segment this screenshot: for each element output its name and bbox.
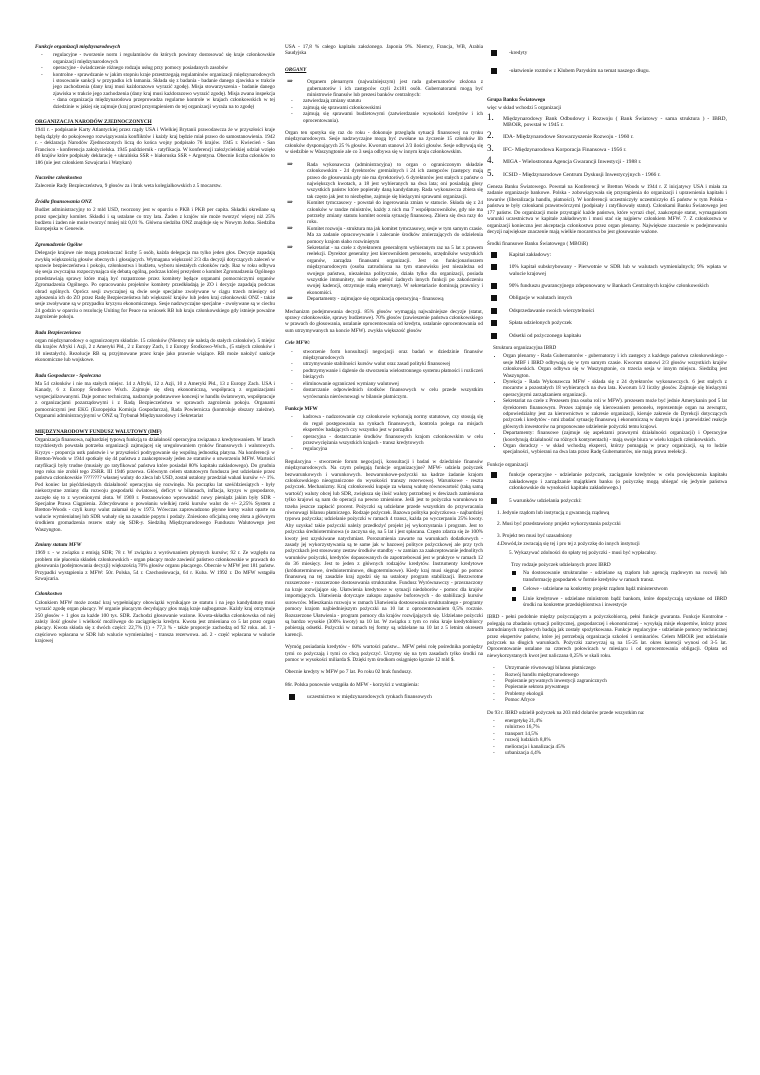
funkcje-mfw-list (285, 414, 483, 452)
list-item: ⇒ Komitet rozwoju - struktura ma jak komitet tymczasowy, sesje w tym samym czasie. Ma za zadanie opracowywanie i zalecanie środków zmierzających do odzielenia pomocy krajom słabo rozwiniętym (307, 226, 483, 245)
paragraph: Geneza Banku Światowego. Powstał na Konferencji w Bretton Woods w 1944 r. Z inicjatywy USA i miała za zadanie organizacje bankowe. Polska - zobowiązywała się przystąpienia do organizacji i uprawnienia kapitału i towarów (liberalizacja handlu, płatności). W konferencji uczestniczyły uczestniczyło 45 państw w tym Polska - państwa te były członkami prawotwórczymi (podpisały i ratyfikowały statut). Członkami Banku Światowego jest 177 państw. Do organizacji może przystąpić każde państwo, które wyrazi chęć, zaakceptuje statut, wymaganiom warunki uczestnictwa w kapitale zakładowym i musi stać się najpierw członkiem MFW. 7. Z członkostwa w organizacji konieczna jest akceptacja członkostwa przez organ plenarny. Największe znaczenie w podejmowaniu decyzji największe znaczenie mają wielkie mocarstwa bo jest głosowanie ważone. (487, 184, 727, 235)
paragraph: organ międzynarodowy o ograniczonym składzie. 15 członków (Niemcy nie należą do stałych członków). 5 miejsc dla krajów Afryki i Azji, 2 z Ameryki Płd., 2 z Europy Zach, 1 z Europy Środkowo-Wsch., (5 stałych członków i 10 niestałych). Rezolucje RB są przyjmowane przez kraje jako prawnie wiążące. RB może nałożyć sankcje ekonomiczne lub wojskowe. (35, 338, 275, 364)
list-item: Kapitał zakładowy: (509, 252, 727, 258)
warunki-list (487, 510, 727, 556)
paragraph: Organ ten spotyka się raz do roku - dokonuje przeglądu sytuacji finansowej na rynku międzynarodowym. Sesje nadzwyczajne mogą być zwołane na życzenie 15 członków lib członków dysponujących 25 % głosów. Kworum stanowi 2/3 ilości głosów. Sesje odbywają się w siedzibie w Waszyngtonie ale co 3 sesja odbywa się w innym kraju członkowskim. (285, 130, 483, 156)
list-item: Obligacje w walutach innych (509, 295, 727, 301)
list-item: - regulacyjna (303, 446, 483, 452)
heading-czlonkostwo: Członkostwo (35, 591, 63, 598)
paragraph: Środki finansowe Banku Światowego ( MBOiR) (487, 241, 589, 248)
list-item: - zatwierdzają zmiany statutu (303, 98, 483, 104)
list-item: - stworzenie form konsultacji negocjacji oraz badań w dziedzinie finansów międzynarodowych (303, 349, 483, 362)
section-zrodla (35, 199, 275, 233)
list-item: - operacyjne - świadczenie różnego rodzaju usług przy pomocy posiadanych zasobów (53, 65, 275, 71)
paragraph: Organizacja finansowa, najbardziej typową funkcją to działalność operacyjna związana z kredytowaniem. W latach trzydziestych powstała potrzeba organizacji zajmującej się uregulowaniem rynków finansowych i walutowych. Kryzys - proporcja ustk państwie i w przyszłości podrygowanie się wspólną jednostką platyna. Na konferencji w Bretton-Woods w 1944 spotkały się 44 państwa z zaakceptowały jeden ze statutów o utworzeniu MFW. Wartości ratyfikacji były trudne (musiały go ratyfikować państwa które posiadał 80% kapitału zakładowego). Do grudnia tego roku nie zrobił tego ZSRR. III 1946 przerwa. Głównym celem statutowym funduszu jest udzielanie przez państwa członkowskie ???????? własnej waluty do zleca lub USD, został ustalony przedział wahań kursów +/- 1%. Pod koniec lat pięćdziesiątych działalność operacyjna się rozwinęła. Na początku lat sześćdziesiątych - były niekorzystne zmiany dla rozwoju gospodarki światowej, deficyt w bilansach, inflacja, kryzys w gospodarce, zaczęło się to z wycenionymi złota. W 1969 r. Postanowiono wprowadzić nowy pieniądz jakim były SDR - Specjalne Prawa Ciągnienia. Zdecydowano o powołaniu wielkiej rzeki kursów walut do +/- 2,25% System z Bretton-Woods - czyli kursy walut załamał się w 1973. Wówczas zaprowadzono płynne kursy walut oparte na walucie wymienialnej lub SDR wahały się na zasadzie popytu i podaży. Zniesiono oficjalną cenę złota a głównym środkiem gromadzenia rezerw stały się SDR-y. Siedzibą Międzynarodowego Funduszu Walutowego jest Waszyngton. (35, 436, 275, 533)
heading-naczelne: Naczelne członkostwa (35, 174, 82, 181)
list-item: 2. IDA- Międzynarodowe Stowarzyszenie Rozwoju - 1960 r. (487, 130, 634, 141)
funkcje-list (35, 52, 275, 110)
paragraph: Ma 54 członków i nie ma stałych miejsc. 14 z Afryki, 12 z Azji, 10 z Ameryki Płd., 13 z Europy Zach. USA i Kanady, 6 z Europy Środkowo Wsch. Zajmuje się sferą ekonomiczną, współpracą z organizacjami wyspecjalizowanymi. Daje pomoc techniczną, nadzoruje podstawowe koncesji w handlu światowym, współpracuje z organizacjami pozarządowymi i z Radą Bezpieczeństwa w sprawach zagrożenia pokoju. Organami pomocniczymi jest EKG (Europejska Komisja Gospodarcza), Rada Powiernicza (kontroluje obszary zależne). Organami administracyjnymi w ONZ są Trybunał Międzynarodowy i Sekretariat (35, 381, 275, 420)
list-item: • Organ doradczy - w skład wchodzą eksperci, którzy pomagają w pracy organizacji, są to ludzie specjalności, wybierani na dwa lata przez Radę Gubernatorów, nie mają prawa reelekcji. (503, 443, 727, 456)
list-item: 2. Musi być przedstawiony projekt wykorzystania pożyczki (497, 521, 621, 528)
list-item: Linie kredytowe - udzielane ministrom bądź bankom, które dopożyczają uzyskane od IBRD środki na konkretne przedsiębiorstwa i inwestycje (523, 595, 727, 608)
heading-funkcje-mfw: Funkcje MFW (285, 405, 318, 412)
list-item: 5. Wykazywać zdolności do spłaty tej pożyczki - musi być wypłacalny. (509, 549, 657, 556)
list-item: - kontrolne - sprawdzanie w jakim stopniu kraje przestrzegają regulaminów organizacji międzynarodowych i stosowanie sankcji w przypadku ich łamania. Składa się z badania - badanie danego zjawiska w trakcie jego zachodzenia (dany kraj musi każdorazowo wyrazić zgodę). Misja stowarzyszenia - badanie danego zjawiska w trakcie jego zachodzenia (dany kraj musi każdorazowo wyrazić zgodę). Misja zwana inspekcja - dana organizacja międzynarodowa przeprowadza regularne kontrole w krajach członkowskich w tej dziedzinie w jakiej się zajmuje (kraj przed przystąpieniem do tej organizacji wyraża na to zgodę) (53, 72, 275, 110)
section-ecosoc (35, 373, 275, 420)
list-item: ⇒ Sekretariat - na czele z dyrektorem generalnym wybieranym raz na 5 lat z prawem reelekcji. Dyrektor generalny jest kierownikiem personelu, urzędników wszystkich organów, zarządza finansami organizacji. Jest on funkcjonariuszem międzynarodowym (osoba zatrudniona na tym stanowisku jest niezależna od swojego państwa, niezależna politycznie, działa tylko dla organizacji, posiada wszystkie immunitety, nie może pełnić żadnych innych funkcji po zakończeniu swojej kadencji, otrzymuje stałą emeryturę). W sekretariacie dominują prawnicy i ekonomiści. (307, 245, 483, 296)
list-item: ⇒ Organem plenarnym (najważniejszym) jest rada gubernatorów złożona z gubernatorów i ich zastępców czyli 2x181 osób. Gubernatorami mogą być ministrowie finansów lub prezesi banków centralnych: (307, 79, 483, 98)
polska-list (285, 694, 483, 700)
warunki-heading-list (487, 498, 727, 504)
heading-organy: ORGANY (285, 66, 307, 73)
heading-zrodla: Źródła finansowania ONZ (35, 198, 92, 205)
list-item: 3. IFC- Międzynarodowa Korporacja Finansowa - 1956 r. (487, 142, 627, 153)
heading-ecosoc: Rada Gospodarcze - Społeczna (35, 372, 101, 379)
list-item: - Problemy ekologii (505, 691, 727, 697)
list-item: 4.Dowód,że zwracają się tej i pro tej z pożyczkę do innych instytucji (497, 541, 640, 548)
heading-cele: Cele MFW: (285, 340, 310, 347)
list-item: - Popieranie prywatnych inwestycji zagranicznych (505, 678, 727, 684)
list-item: ⇒ Rada wykonawcza (administracyjna) to organ o ograniczonym składzie członkowskim - 24 dyrektorów gremialnych i 24 ich zastępców (zastępcy mają prawo do głosowania gdy nie ma dyrektorów). 6 dyrektorów jest stałych z państw o największych kwotach, a 18 jest wybieranych na dwa lata; oni posiadają głosy wszystkich państw które popierały daną kandydaturę. Rada wykonawcza zbiera się tak często jak jest to niezbędne, zajmuje się bieżącymi sprawami organizacji. (307, 162, 483, 200)
heading-zmiany: Zmiany statutu MFW (35, 542, 82, 548)
funkcje-bank-list (487, 472, 727, 491)
top-list (487, 50, 727, 75)
list-item: Spłata udzielonych pożyczek (509, 320, 727, 326)
list-item: • Sekretariat na czele z Prezesem (ma osoba roli w MFW). prezesem może być jednie Amerykanin pod 5 lat dyrektorem finansowym. Prezes zajmuje się kierowaniem personelu, reprezentuje organ na zewnątrz, odpowiedzialny jest za kierownictwo w zakresie organizacji, kieruje zakresie do Dyrekcji dotyczących pożyczek i kredytów - nmi zbadać sytuację finansową i ekonomiczną w danym kraju i przewidzieć reakcje głównych inwestorów na proponowane udzielenie pożyczki temu krajowi. (503, 398, 727, 430)
list-item: 1. Międzynarodowy Bank Odbudowy i Rozwoju ( Bank Światowy - sama struktura ) - IBRD, MBOiR, powstał w 1945 r. (487, 111, 727, 129)
list-item: -ułatwienie rozmów z Klubem Paryskim na temat naszego długu. (509, 68, 727, 74)
list-item: - Pomoc Afryce (505, 697, 727, 703)
list-item: Celowe - udzielane na konkretny projekt rządom bądź ministerstwom (523, 586, 727, 592)
paragraph: Mechanizm podejmowania decyzji. 85% głosów wymagają najważniejsze decyzje (statut, sprawy członkowskie, sprawy budżetowe). 70% głosów (zawieszenie państwa członkowskiego w prawach do głosowania, ustalanie oprocentowania od kredytu, ustalanie oprocentowania od sum utrzymywanych na koncie MFW). zwykła większość głosów (285, 308, 483, 334)
paragraph: Regulacyjna - stworzenie forum negocjacji, konsultacji i badań w dziedzinie finansów międzynarodowych. Na czym polegają funkcje organizacyjne? MFW- udziela pożyczek bezwarunkowych i warunkowych. bezwarunkowe-pożyczki na kadrze żadanie krajom członkowskiego nieograniczone do wysokości transzy rezerwowej. Warunkowe - reszta pożyczek. Mechanizmy. Kraj członkowski kupuje za własną walutę równowartość (taką samą wartość) waluty obcej lub SDR, zwiększa się ilość waluty potrzebnej w dewizach zamieniona tylko krajowi są nam do operacji na pewno zmienione. Jeśli jest to pożyczka warunkowa to trzeba jeszcze zapłacić procent. Pożyczki są udzielane przede wszystkim do przywracania równowagi bilansu płatniczego. Rodzaje pożyczek. Bazowa polityka pożyczkowa - najbardziej typowa pożyczka; udzielanie pożyczki w ramach 4 transz, każda po wyczerpaniu 25% kwoty. Aby uzyskać takie pożyczki należy przedłożyć projekt jej wykorzystania i program. Jest to pożyczka średnioterminowa (o zaczyna się, na 5 lat i jest spłacana. Często zdarza się że 100% kwoty jest uzyskiwane natychmiast. Porozumienia zawarte na warunkach dodatkowych - zasady jej wykorzystywania są te same jak w bazowej polityce pożyczkowej ale przy tych pożyczkach jest stosowany zestaw środków standby - w zamian za zaakceptowanie jednolitych warunków pożyczki, kredytów dopasowanych do zapotrzebowań jest w praktyce w ramach 12 do 36 miesięcy. Jest to jeden z głównych rodzajów kredytów. Instrumenty kredytowe (krótkoterminowe, średnioterminowe, długoterminowe). Kiedy kraj musi sięgnąć po pomoc finansową na tej zasadzie kraj zgodzi się na ustalony program stabilizacji. Bezzwrotne rozszerzone - rozszerzone dostosowania strukturalne. Fundusz Wyrównawczy - przeznaczony na kraje rozwijające się. Ułatwienia kredytowe w sytuacji niedoborów - pomoc dla krajów importujących. Ułatwienia dotyczące zakupu zapasów buforowych - do stabilizacji kursów surowców. Mieszkania rozwoju w ramach Ułatwienia dostosowania strukturalnego - programy pomocy krajom najbiedniejszym pożyczki na 10 lat z oprocentowaniem 0,5% rocznie. Rozszerzone Ułatwienia - program pomocy dla krajów rozwijających się. Udzielane pożyczki są bardzo wysokie (300% kwoty) na 10 lat. W związku z tym co roku kraje kredytobiorcy pobierają odsetki. Pożyczki w ramach tej formy są udzielane na 10 lat z 5 letnim okresem karencji. (285, 458, 483, 638)
ibrd-list (487, 665, 727, 703)
organy-arrow-list (285, 79, 483, 98)
section-zmiany (35, 542, 275, 582)
srodki-list (487, 252, 727, 339)
paragraph: Członkiem MFW może zostać kraj wypełniający obowiązki wynikające ze statutu i na jego kandydaturę musi wyrazić zgodę organ płacący. W organie płacącym decydujący głos mają kraje najbogatsze. Każdy kraj otrzymuje 250 głosów + 1 głos za każde 100 tys. SDR. Zachodzi głosowanie ważone. Kwota-składka członkowska od niej zależy ilość głosów i wielkość możliwego do zaciągnięcia kredytu. Kwota jest zmieniana co 5 lat przez organ płacący. Kwota składa się z dwóch części: 22,7% (1) + 77,3 % - także proporcje zachodzą od 92 roku. ad. 1 - częściowo wpłacana w SDR lub walucie wymienialnej - transza rezerwowa. ad. 2 - część wpłacana w walucie krajowej (35, 599, 275, 645)
do93-list (487, 718, 727, 756)
list-item: - urbanizacja 4,4% (505, 750, 727, 756)
list-item: - zajmują się sprawami budżetowymi (zatwierdzanie wysokości kredytów i ich oprocentowania). (303, 111, 483, 124)
list-item: - rolnictwo 16,7% (505, 724, 727, 730)
paragraph: Do 93 r. IBRD udzielił pożyczek na 203 mld dolarów przede wszystkim na: (487, 709, 645, 716)
column-left (35, 0, 275, 1075)
paragraph: 1969 r. - w związku z emisją SDR; 78 r. W związku z wyrównaniem płynnych kursów; 92 r. Ze względu na problem nie płacenia składek członkowskich - organ płacący może zawiesić państwo członkowskie w prawach do głosowania (podejmowania decyzji) większością 70% głosów organu płacącego. Obecnie w MFW jest 181 państw. Przypadki wystąpienia z MFW: 50r. Polska, 54 r. Czechosłowacja, 64 r. Kuba. W 1992 r. Do MFW wstąpiła Szwajcaria. (35, 550, 275, 583)
list-item: - transport 14,5% (505, 731, 727, 737)
list-item: 5. ICSID - Międzynarodowe Centrum Dyskusji Inwestycyjnych - 1966 r. (487, 167, 661, 178)
list-item: - utrzymywanie stabilności kursów walut oraz zasad polityki finansowej (303, 361, 483, 367)
column-middle (285, 0, 483, 1075)
paragraph: Zalecenie Rady Bezpieczeństwa, 9 głosów za i brak weta kolegialkowskich z 5 mocarstw. (35, 183, 222, 190)
heading-bank-swiatowy: Grupa Banku Światowego (487, 96, 546, 103)
list-item: 3. Projekt ten musi być uzasadniony (497, 532, 573, 539)
list-item: - podtrzymywanie i dążenie do stworzenia wielostronnego systemu płatności i rozliczeń bieżących (303, 368, 483, 381)
list-item: Na dostosowanie strukturalne - udzielane są rządom lub agencją rządowym na rozwój lub transformację gospodarek w formie kredytów w ramach transz. (523, 570, 727, 583)
list-item: - dostarczanie odpowiednich środków finansowych w celu przede wszystkim wyrównania nierównowagi w bilansie płatniczym. (303, 387, 483, 400)
paragraph: Funkcje organizacji (487, 461, 528, 468)
cele-list (285, 349, 483, 400)
list-item: 1. Jedynie rządom lub instytucją z gwarancją rządową (497, 509, 610, 516)
heading-onz: ORGANIZACJA NARODÓW ZJEDNOCZONYCH (35, 119, 152, 126)
list-item: • Organ plenarny - Rada Gubernatorów - gubernatorzy i ich zastępcy z każdego państwa członkowskiego - sesje MBF i IBRD odbywają się w tym samym czasie. Kworum stanowi 2/3 głosów wszystkich krajów członkowskich. Organ odbywa się w Waszyngtonie, co trzecia sesja w innym miejscu. Siedzibą jest Waszyngton. (503, 353, 727, 379)
list-item: 5 warunków udzielania pożyczki: (509, 498, 727, 504)
heading-zgromadzenie: Zgromadzenie Ogólne (35, 241, 83, 248)
list-item: Odsetki od pożyczonego kapitału (509, 333, 727, 339)
paragraph: 1941 r. - podpisanie Karty Atlantyckiej przez rządy USA i Wielkiej Brytanii prawodawcza że w przyszłości kraje będą dążyły do pokojowego rozwiązywania konfliktów i każdy kraj będzie miał prawo do samostanowienia. 1942 r. - deklaracja Narodów Zjednoczonych liczą do końca wojny podpisało 76 krajów. 1945 r. Kwiecień - San Francisco - konferencja założycielska. 1945 październik - ratyfikacja. W konferencji założycielskiej udział wzięło 46 krajów które podpisały deklarację + ukraińska SSR + białoruska SSR + Argentyna. Obecnie liczba członków to 186 (nie jest członkiem Szwajcaria i Watykan) (35, 127, 275, 166)
paragraph: więc w skład wchodzi 5 organizacji (487, 105, 562, 112)
section-rada-bezp (35, 330, 275, 364)
list-item: - zajmują się sprawami członkowskimi (303, 105, 483, 111)
rada-list (285, 162, 483, 303)
paragraph: Delegacje krajowe nie mogą przekraczać liczby 5 osób, każda delegacja ma tylko jeden głos. Decyzje zapadają zwykłą większością głosów obecnych i głosujących. Wymagana większość 2/3 dla decyzji dotyczących zaleceń w sprawie bezpieczeństwa i pokoju, członkostwa i budżetu, wyboru niestałych członków rady. Raz w roku odbywa się sesja zwyczajna rozpoczynająca się debatą ogólną, podczas której prezydent o komitet Zgromadzenia Ogólnego przedstawiają sprawy które mają być rozpatrzone przez komitety będące organami pomocniczymi organów Zgromadzenia Ogólnego. Po opracowaniu projektów komitety przedkładają je ZO i decyzje zapadają podczas obrad ogólnych. Oprócz sesji zwyczajnej są dwie sesje specjalne zwoływane w ciągu trzech miesięcy od zgłoszenia ich do ZO przez Radę Bezpieczeństwa lub większość krajów lub jeden kraj członkowski ONZ - także sesje zwoływane są w przypadku kryzysu ekonomicznego. Sesje nadzwyczajne specjalne - zwoływane są w ciechu 24 godzin w oparciu o rezolucję Uniting for Peace na wniosek RB lub kraju członkowskiego gdy istnieje poważne zagrożenie pokoju. (35, 250, 275, 321)
struktura-list (487, 353, 727, 456)
paragraph: Wymóg posiadania kredytów - 60% wartości państw... MFW pełni rolę pośrednika pomiędzy tymi co pożyczają i tymi co chcą pożyczyć. Uczymy się na tym zasadach tylko środki na pomoc w wysokości miliarda $. Dzięki tym środkom osiągnięto łącznie 12 mld $. (285, 644, 483, 663)
paragraph: Budżet administracyjny to 2 mld USD, tworzony jest w oparciu o PKB i PKB per capita. Składki określane są przez specjalny komitet. Składki i są ustalane co trzy lata. Żaden z krajów nie może tworzyć więcej niż 25% budżetu i żaden nie może tworzyć mniej niż 0,01 %. Główna siedziba ONZ znajduje się w Nowym Jorku. Siedziba Europejska w Genewie. (35, 207, 275, 233)
heading-funkcje: Funkcje organizacji międzynarodowych (35, 44, 121, 50)
list-item: Odsprzedawanie swoich wierzytelności (509, 308, 727, 314)
list-item: ⇒ Departamenty - zajmujące się organizacją operacyjną - finansową (307, 296, 483, 302)
list-item: - rozwój ludzkich 8,8% (505, 737, 727, 743)
heading-mfw: MIĘDZYNARODOWY FUNDUSZ WALUTOWY (IMF) (35, 428, 162, 435)
heading-rada-bezp: Rada Bezpieczeństwa (35, 329, 81, 336)
paragraph: Obecnie kredyty w MFW po 7 lat. Po roku 02 brak funduszy. (285, 669, 413, 676)
paragraph: Struktura organizacyjna IBRD (493, 344, 557, 351)
paragraph: 86r. Polska ponownie wstąpiła do MFW - korzyści z wstąpienia: (285, 681, 419, 688)
paragraph: IBRD - pełni podobnie między pożyczającym a pożyczkobiorcą, pełni funkcje gwaranta. Funkcje Kontrolne - polegają na zbadaniu sytuacji politycznej, gospodarczej i ekonomicznej - wysyłają misje ekspertów, którzy przez zatrudnianych rządowych badają jak zostały spożytkowana. Funkcje regulacyjne - udzielanie pomocy technicznej przez ekspertów państw, które jej potrzebują organizacja szkoleń i seminariów. Celem MBOiR jest udzielanie pożyczek na długich warunkach. Pożyczki zazwyczaj są na 15-25 lat. okres karencji wynosi od 3-5 lat. Oprocentowanie ustalane na czterech połowicach w miesiącu i od oprocentowania obligacji. Opłata od niewykorzystanych kwot jest naliczana 0,25% w skali roku. (487, 614, 727, 659)
list-item: -kredyty (509, 50, 727, 56)
list-item: - Popieranie sektora prywatnego (505, 684, 727, 690)
list-item: - kadrowa - nadzorowanie czy członkowie wykonują normy statutowe, czy stosują się do reguł postępowania na rynkach finansowych, kontrola polega na misjach ekspertów badających czy wszystko jest w porządku (303, 414, 483, 433)
list-item: 4. MIGA - Wielostronna Agencja Gwarancji Inwestycji - 1988 r. (487, 155, 642, 166)
section-zgromadzenie (35, 242, 275, 321)
column-right (487, 0, 727, 1075)
paragraph: Trzy rodzaje pożyczek udzielanych przez IBRD (511, 561, 611, 568)
section-czlonkostwo (35, 591, 275, 644)
list-item: 10% kapitał subskrybowany - Pierwotnie w SDR lub w walutach wymienialnych; 9% wpłata w walucie krajowej (509, 264, 727, 277)
section-funkcje (35, 44, 275, 110)
list-item: - energetykę 21,4% (505, 718, 727, 724)
list-item: funkcje operacyjne - udzielanie pożyczek, zaciąganie kredytów w celu powiększenia kapitału zakładowego i zarządzanie majątkiem banku (o pożyczkę mogą ubiegać się jedynie państwa członkowskie do wysokości kapitału zakładowego.) (509, 472, 727, 492)
organy-list (285, 98, 483, 124)
list-item: ⇒ Komitet tymczasowy - powstał do ingerowania zmian w statucie. Składa się z 24 członków w randze ministrów, każdy z nich ma 7 współpracowników, gdy nie ma potrzeby zmiany statutu komitet ocenia sytuację finansową. Zbiera się dwa razy do roku. (307, 200, 483, 226)
bs-list (487, 111, 727, 178)
list-item: - melioracja i kanalizacja 45% (505, 744, 727, 750)
section-naczelne (35, 175, 275, 190)
list-item: - eliminowanie ograniczeń wymiany walutowej (303, 381, 483, 387)
list-item: • Departamenty: finansowe (zajmuje się aspektami prawnymi działalności organizacji) i Operacyjne (koordynują działalność na różnych kontynentach) - mają swoje biura w wielu krajach członkowskich. (503, 430, 727, 443)
list-item: - regulacyjne - tworzenie norm i regulaminów do których powinny dostosować się kraje członkowskie organizacji międzynarodowych (53, 52, 275, 65)
list-item: - Rozwój handlu międzynarodowego (505, 672, 727, 678)
list-item: uczestnictwo w międzynarodowych rynkach finansowych (307, 694, 483, 700)
paragraph: USA - 17,8 % całego kapitału założonego. Japonia 9%. Niemcy, Francja, WB, Arabia Saudyjska (285, 44, 483, 57)
section-onz (35, 119, 275, 166)
rodzaje-list (487, 570, 727, 608)
list-item: 90% funduszu gwarancyjnego zdeponowany w Bankach Centralnych krajów członkowskich (509, 283, 727, 289)
section-mfw (35, 429, 275, 534)
list-item: - operacyjna - dostarczanie środków finansowych krajom członkowskim w celu przezwyciężania wszystkich krajach - transz kredytowych (303, 434, 483, 447)
list-item: - Utrzymanie równowagi bilansu płatniczego (505, 665, 727, 671)
list-item: • Dyrekcja - Rada Wykonawcza MFW - składa się z 24 dyrektorów wykonawczych. 6 jest stałych z mocarstw a pozostałych 18 wybieranych na dwa lata. Kworum 1/2 liczby głosów. Zajmuje się bieżącymi operacyjnymi zarządzaniem organizacji. (503, 379, 727, 398)
